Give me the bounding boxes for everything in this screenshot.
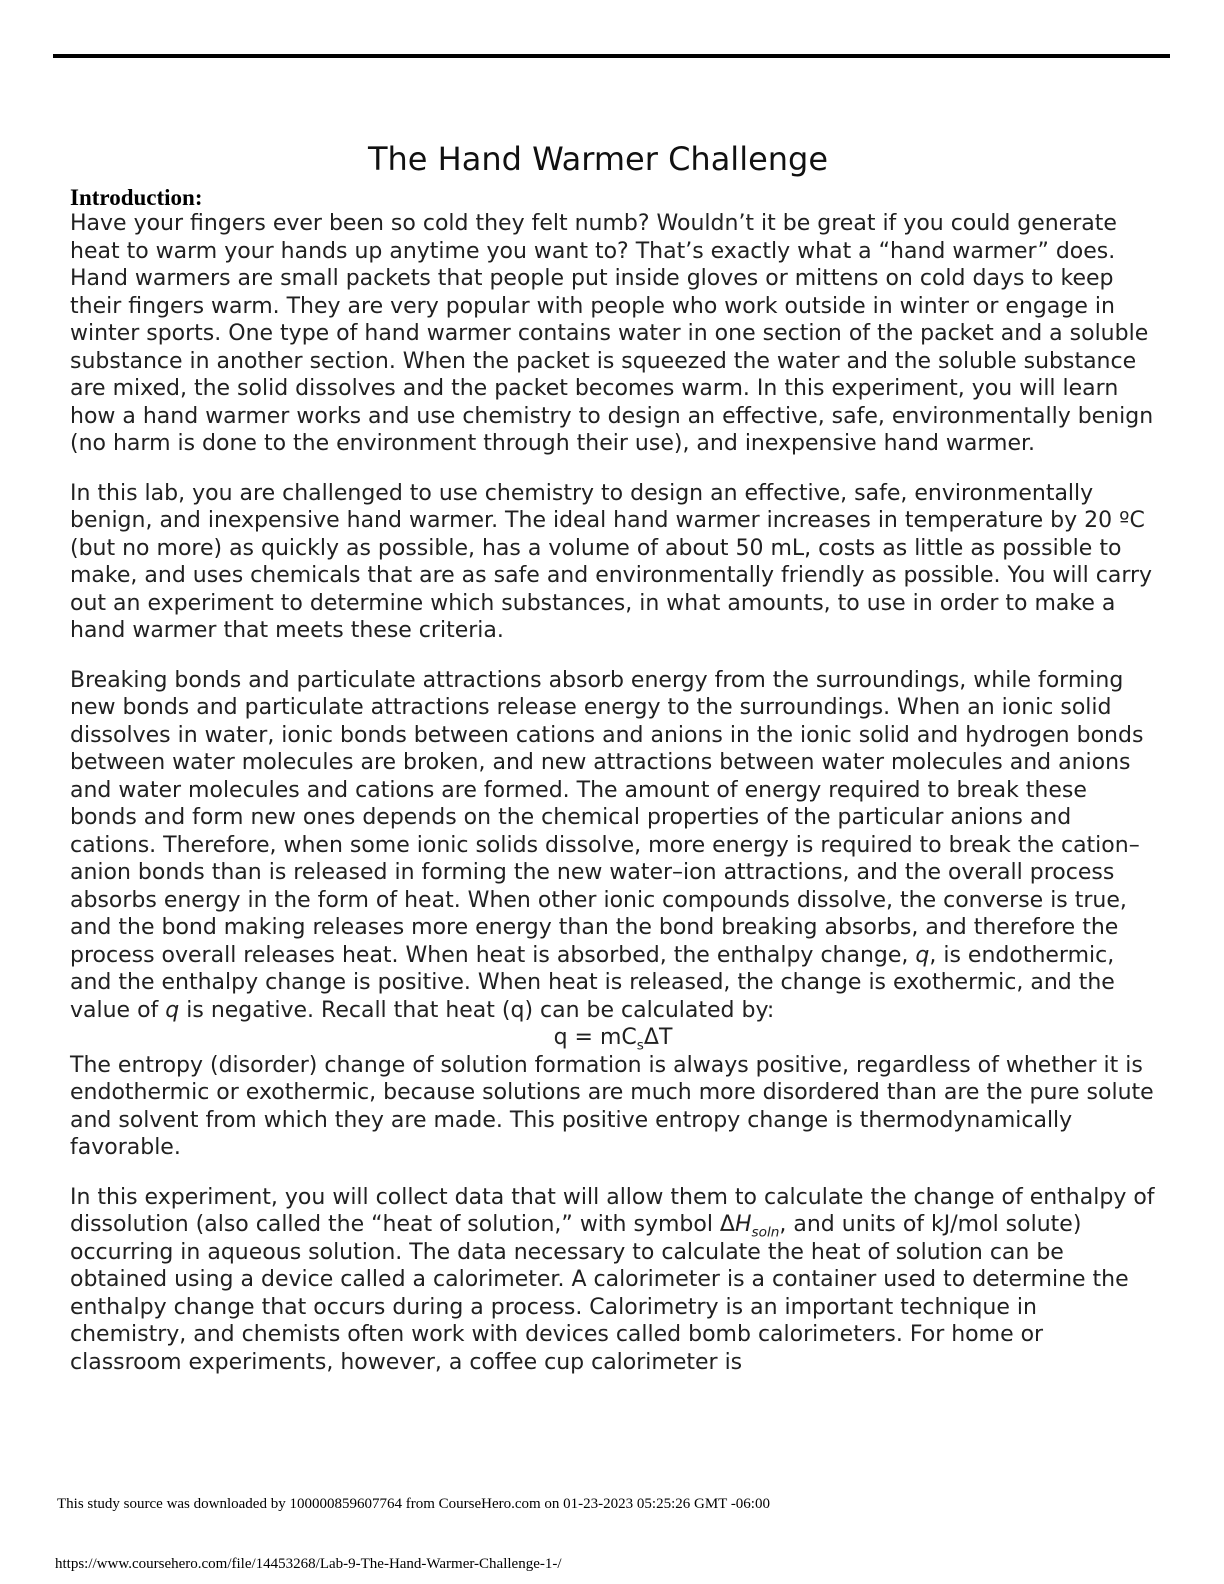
paragraph-experiment-calorimeter: In this experiment, you will collect data that will allow them to calculate the change of enthalpy of dissolution (also called the “heat of solution,” with symbol $\Delta H_{soln}$, and units of kJ/mol solute) occurring in aqueous solution. The data necessary to calculate the heat of solution can be obtained using a device called a calorimeter. A calorimeter is a container used to determine the enthalpy change that occurs during a process. Calorimetry is an important technique in chemistry, and chemists often work with devices called bomb calorimeters. For home or classroom experiments, however, a coffee cup calorimeter is [70, 1184, 1155, 1375]
download-attribution: This study source was downloaded by 100000859607764 from CourseHero.com on 01-23-2023 05:25:26 GMT -06:00 [57, 1496, 770, 1512]
header-rule [53, 54, 1170, 58]
page-title: The Hand Warmer Challenge [367, 140, 829, 178]
paragraph-bonds-energy: Breaking bonds and particulate attractions absorb energy from the surroundings, while forming new bonds and particulate attractions release energy to the surroundings. When an ionic solid dissolves in water, ionic bonds between cations and anions in the ionic solid and hydrogen bonds between water molecules are broken, and new attractions between water molecules and anions and water molecules and cations are formed. The amount of energy required to break these bonds and form new ones depends on the chemical properties of the particular anions and cations. Therefore, when some ionic solids dissolve, more energy is required to break the cation–anion bonds than is released in forming the new water–ion attractions, and the overall process absorbs energy in the form of heat. When other ionic compounds dissolve, the converse is true, and the bond making releases more energy than the bond breaking absorbs, and therefore the process overall releases heat. When heat is absorbed, the enthalpy change, q, is endothermic, and the enthalpy change is positive. When heat is released, the change is exothermic, and the value of q is negative. Recall that heat (q) can be calculated by: [70, 667, 1144, 1023]
section-heading-introduction: Introduction: [70, 185, 203, 210]
paragraph-hand-warmer-intro: Have your fingers ever been so cold they felt numb? Wouldn’t it be great if you could generate heat to warm your hands up anytime you want to? That’s exactly what a “hand warmer” does. Hand warmers are small packets that people put inside gloves or mittens on cold days to keep their fingers warm. They are very popular with people who work outside in winter or engage in winter sports. One type of hand warmer contains water in one section of the packet and a soluble substance in another section. When the packet is squeezed the water and the soluble substance are mixed, the solid dissolves and the packet becomes warm. In this experiment, you will learn how a hand warmer works and use chemistry to design an effective, safe, environmentally benign (no harm is done to the environment through their use), and inexpensive hand warmer. [70, 211, 1154, 456]
paragraph-lab-challenge: In this lab, you are challenged to use chemistry to design an effective, safe, environmentally benign, and inexpensive hand warmer. The ideal hand warmer increases in temperature by 20 ºC (but no more) as quickly as possible, has a volume of about 50 mL, costs as little as possible to make, and uses chemicals that are as safe and environmentally friendly as possible. You will carry out an experiment to determine which substances, in what amounts, to use in order to make a hand warmer that meets these criteria. [70, 480, 1153, 643]
document-body [70, 185, 1156, 1398]
paragraph-entropy: The entropy (disorder) change of solution formation is always positive, regardless of whether it is endothermic or exothermic, because solutions are much more disordered than are the pure solute and solvent from which they are made. This positive entropy change is thermodynamically favorable. [70, 1052, 1154, 1160]
source-url-link[interactable]: https://www.coursehero.com/file/14453268/Lab-9-The-Hand-Warmer-Challenge-1-/ [55, 1556, 562, 1572]
heat-equation: $q = mC_s\Delta T$ [553, 1025, 673, 1054]
